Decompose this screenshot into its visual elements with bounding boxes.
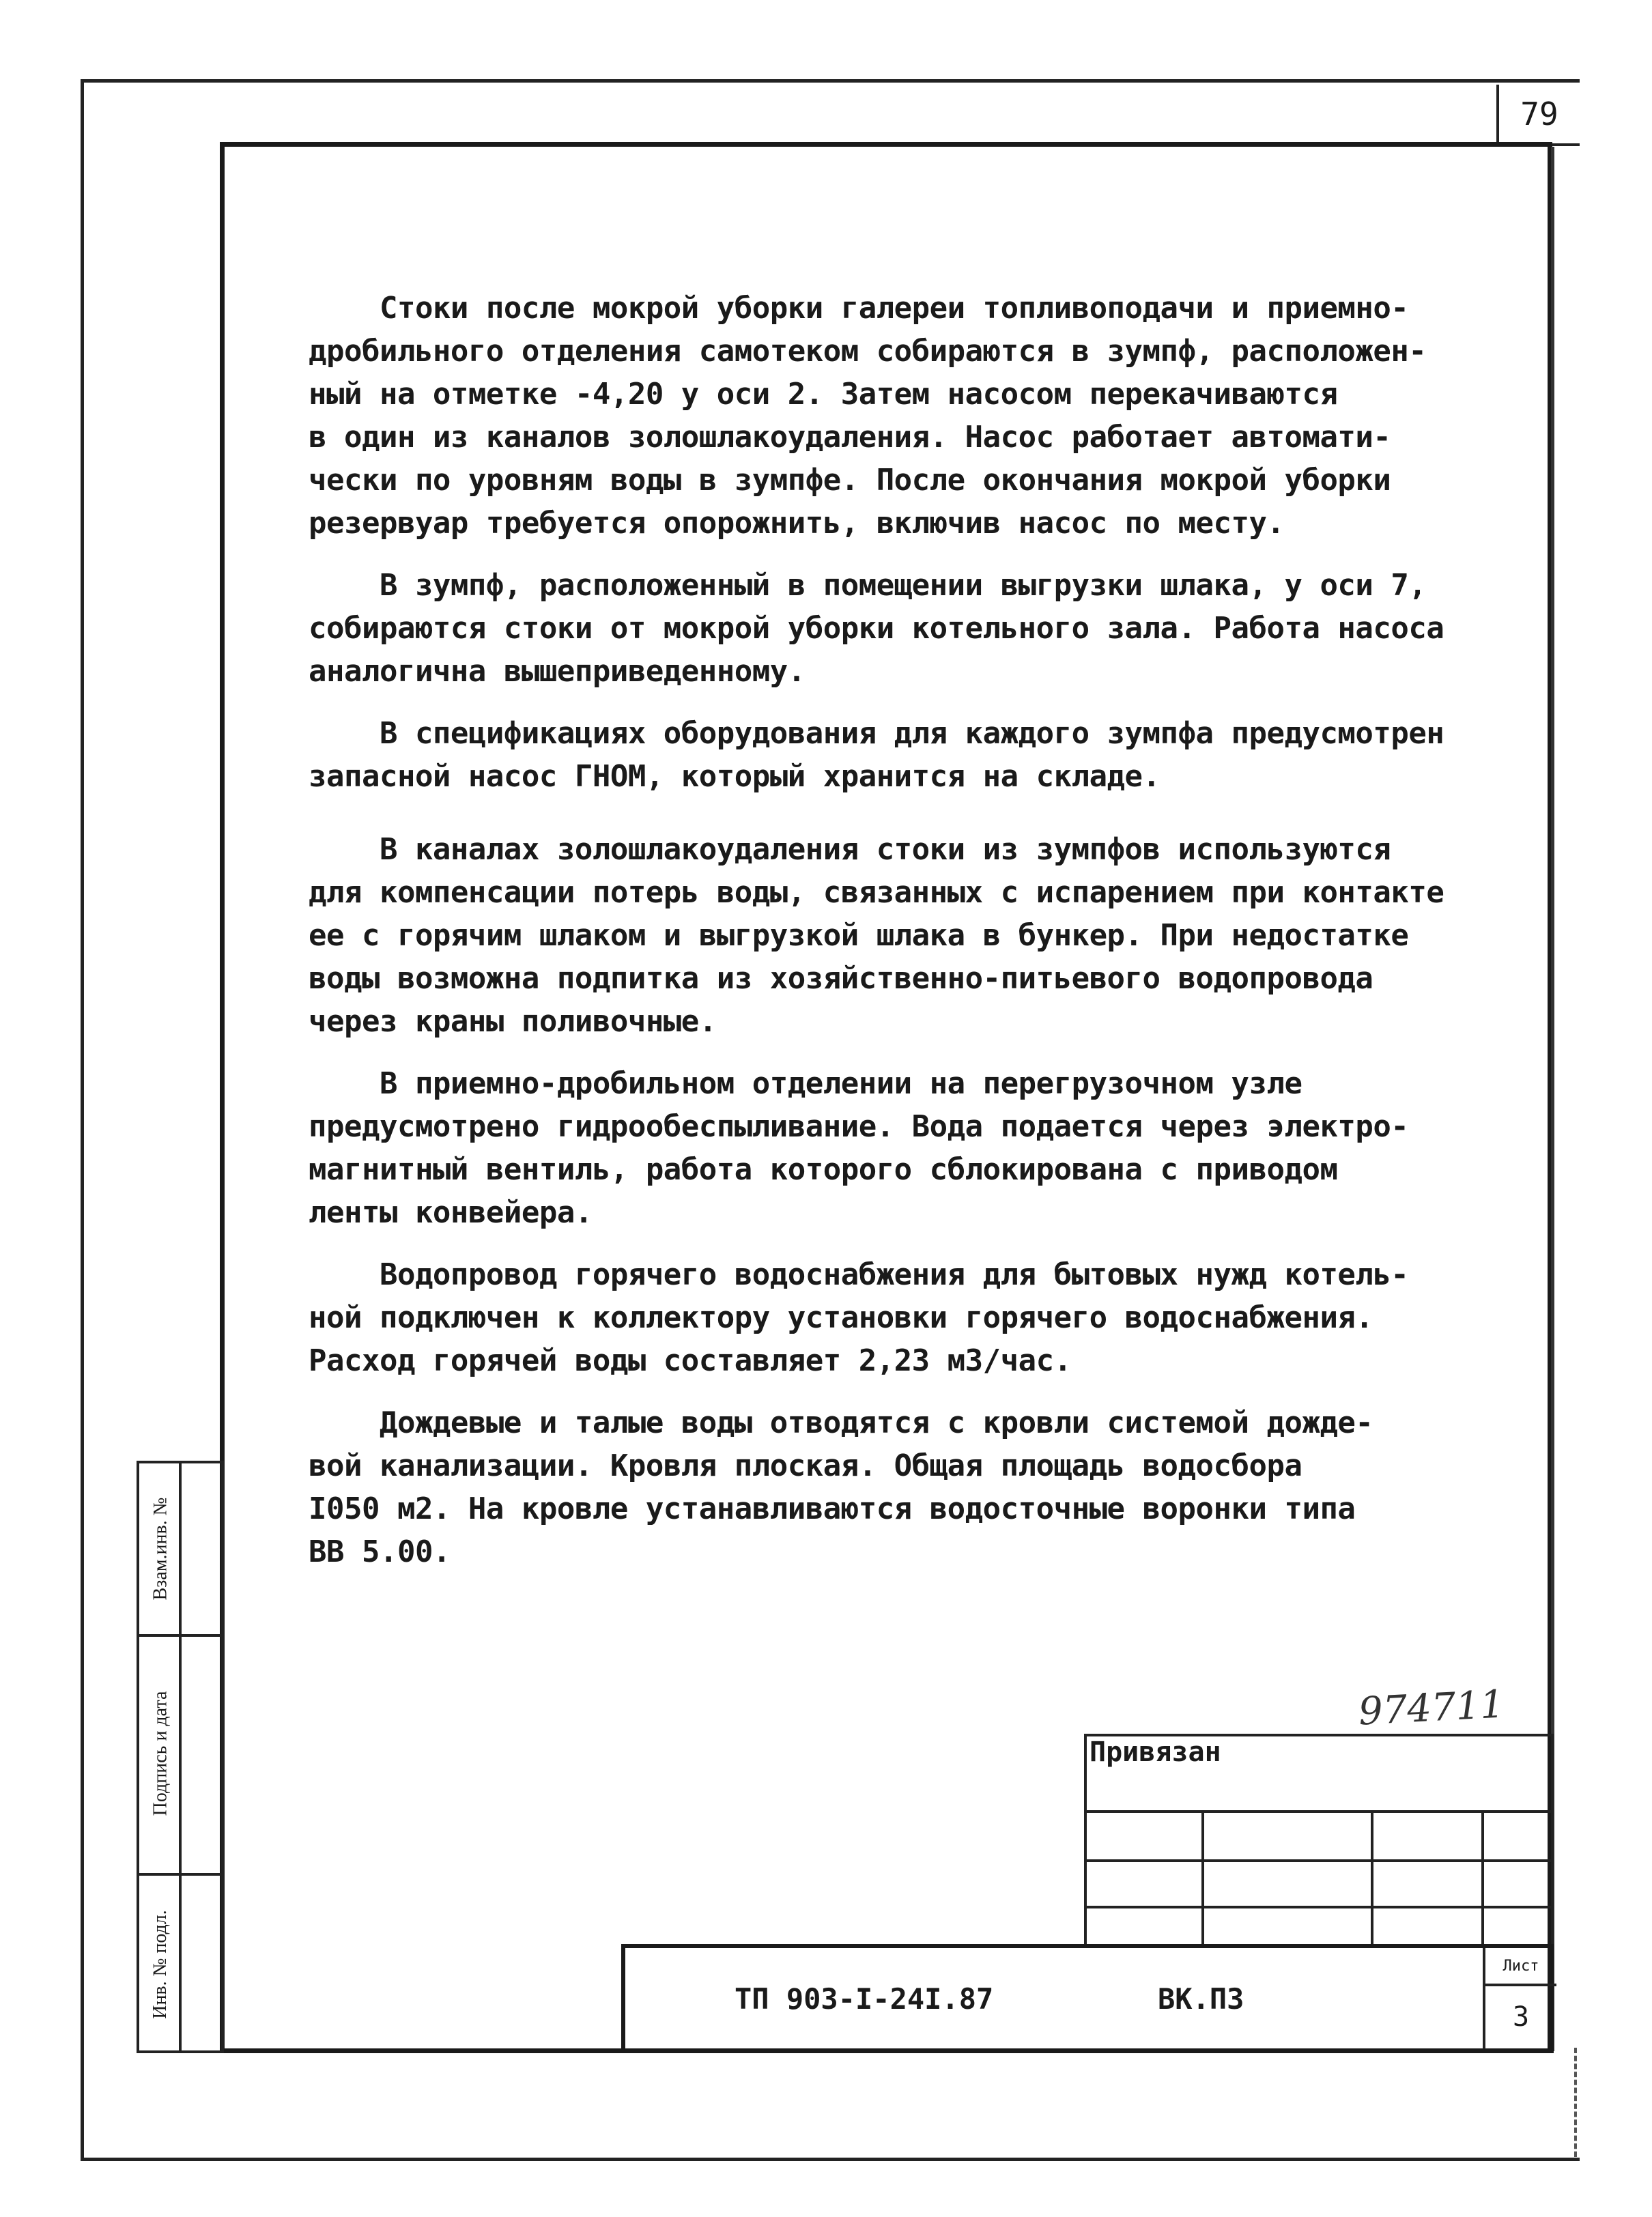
sheet-edge-mark: [1574, 2048, 1580, 2157]
paragraph: [309, 287, 1524, 545]
text-line: В каналах золошлакоудаления стоки из зумпфов используются: [309, 832, 1391, 867]
privyazan-col-line: [1201, 1810, 1204, 1947]
side-label-podpis-data: [143, 1634, 177, 1873]
text-line: I050 м2. На кровле устанавливаются водосточные воронки типа: [309, 1491, 1356, 1526]
sheet-number: 3: [1512, 2001, 1530, 2033]
text-line: Дождевые и талые воды отводятся с кровли системой дожде-: [309, 1405, 1373, 1440]
privyazan-block: [1084, 1734, 1554, 1947]
privyazan-label: Привязан: [1090, 1736, 1221, 1768]
sheet-header: Лист: [1485, 1948, 1556, 1986]
text-line: дробильного отделения самотеком собираются в зумпф, расположен-: [309, 334, 1427, 369]
side-stamp: [137, 1461, 224, 2053]
text-line: запасной насос ГНОМ, который хранится на складе.: [309, 759, 1160, 794]
paragraph: [309, 828, 1524, 1043]
text-line: ной подключен к коллектору установки горячего водоснабжения.: [309, 1300, 1373, 1335]
text-line: магнитный вентиль, работа которого сблокирована с приводом: [309, 1152, 1338, 1187]
handwritten-number: 974711: [1357, 1682, 1506, 1734]
text-line: Водопровод горячего водоснабжения для бытовых нужд котель-: [309, 1257, 1409, 1292]
side-label-vzam-inv-text: Взам.инв. №: [149, 1497, 171, 1601]
paragraph: [309, 712, 1524, 798]
privyazan-col-line: [1371, 1810, 1373, 1947]
project-code: ТП 903-I-24I.87: [735, 1982, 994, 2016]
side-label-vzam-inv: [143, 1463, 177, 1634]
text-line: чески по уровням воды в зумпфе. После окончания мокрой уборки: [309, 463, 1391, 498]
page-number-box: [1496, 85, 1580, 146]
text-line: Расход горячей воды составляет 2,23 м3/час.: [309, 1343, 1072, 1378]
paragraph: [309, 564, 1524, 693]
text-line: В спецификациях оборудования для каждого зумпфа предусмотрен: [309, 716, 1444, 751]
text-line: собираются стоки от мокрой уборки котельного зала. Работа насоса: [309, 611, 1444, 646]
text-line: вой канализации. Кровля плоская. Общая площадь водосбора: [309, 1448, 1302, 1483]
side-stamp-divider: [179, 1463, 182, 2050]
page-number: 79: [1520, 96, 1558, 132]
text-line: ный на отметке -4,20 у оси 2. Затем насосом перекачиваются: [309, 377, 1338, 412]
side-label-inv-podl: [143, 1873, 177, 2056]
text-line: ВВ 5.00.: [309, 1534, 451, 1569]
privyazan-col-line: [1481, 1810, 1484, 1947]
text-line: аналогична вышеприведенному.: [309, 654, 806, 689]
side-label-podpis-data-text: Подпись и дата: [149, 1691, 171, 1816]
text-line: предусмотрено гидрообеспыливание. Вода подается через электро-: [309, 1109, 1409, 1144]
document-code: ВК.ПЗ: [1158, 1982, 1244, 2016]
text-line: Стоки после мокрой уборки галереи топливоподачи и приемно-: [309, 291, 1409, 326]
text-line: ее с горячим шлаком и выгрузкой шлака в бункер. При недостатке: [309, 918, 1409, 953]
text-line: для компенсации потерь воды, связанных с испарением при контакте: [309, 875, 1444, 910]
text-line: в один из каналов золошлакоудаления. Насос работает автомати-: [309, 420, 1391, 455]
paragraph: [309, 1062, 1524, 1234]
text-line: воды возможна подпитка из хозяйственно-питьевого водопровода: [309, 961, 1373, 996]
text-line: ленты конвейера.: [309, 1195, 593, 1230]
text-line: резервуар требуется опорожнить, включив насос по месту.: [309, 506, 1285, 541]
sheet-column: [1483, 1948, 1556, 2049]
text-line: через краны поливочные.: [309, 1004, 717, 1039]
document-body: [309, 287, 1524, 1592]
paragraph: [309, 1401, 1524, 1573]
title-block: [621, 1944, 1554, 2053]
paragraph: [309, 1253, 1524, 1382]
side-label-inv-podl-text: Инв. № подл.: [149, 1910, 171, 2019]
text-line: В приемно-дробильном отделении на перегрузочном узле: [309, 1066, 1302, 1101]
text-line: В зумпф, расположенный в помещении выгрузки шлака, у оси 7,: [309, 568, 1427, 603]
